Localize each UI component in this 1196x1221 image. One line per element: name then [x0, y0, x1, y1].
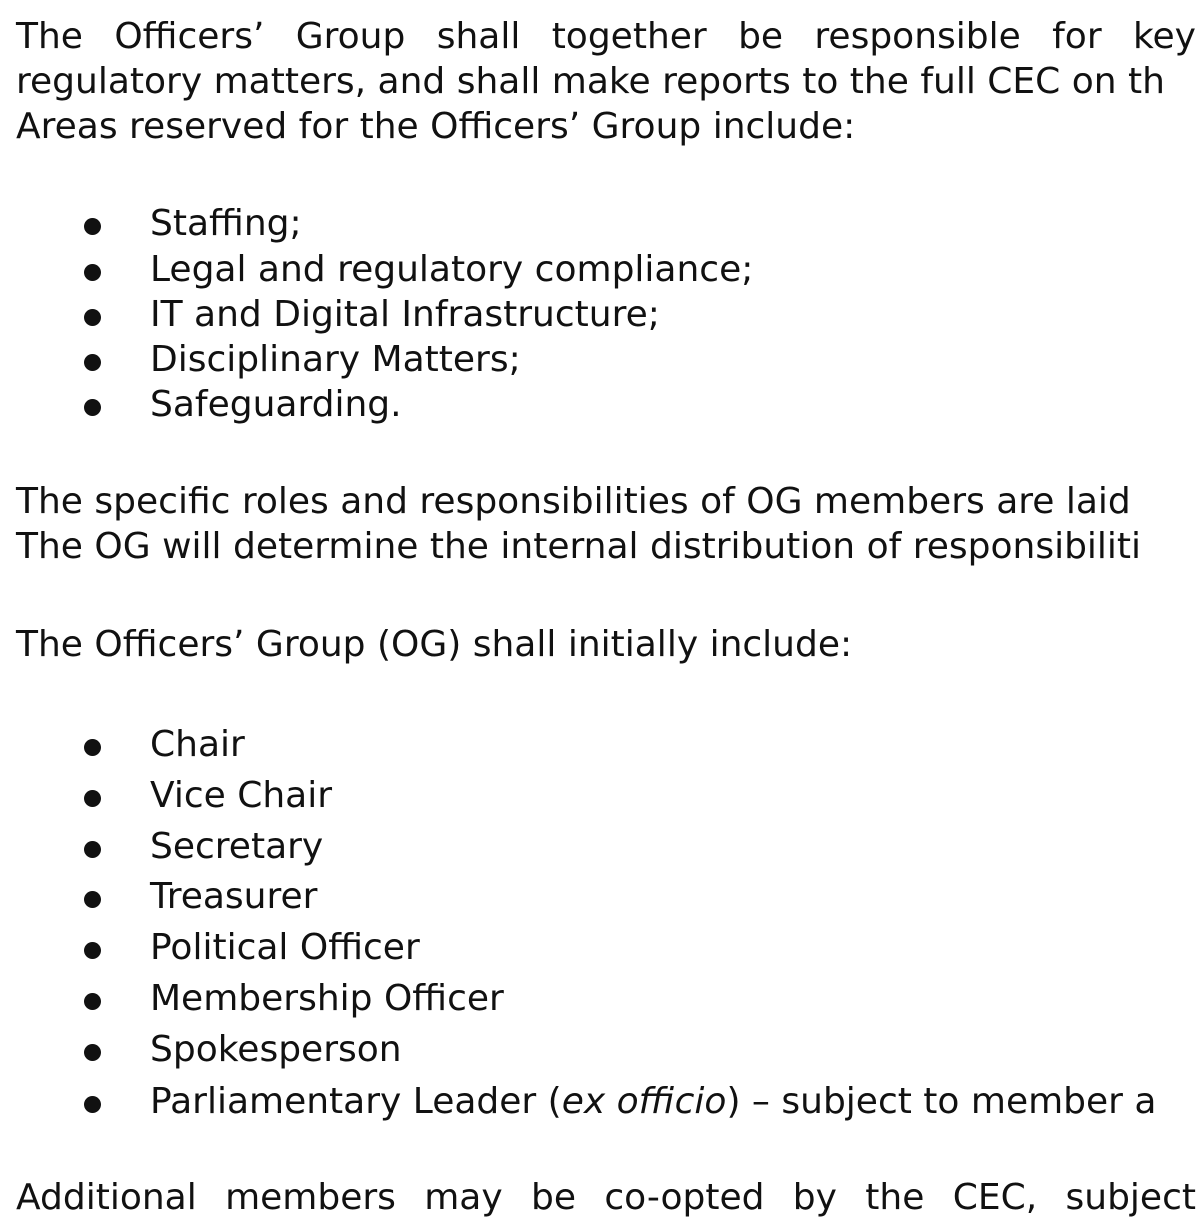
list-item-text-after: ) – subject to member a: [726, 1081, 1157, 1122]
word: by: [792, 1177, 837, 1218]
bullet-icon: [84, 942, 101, 959]
word: members: [225, 1177, 396, 1218]
list-item-text: Chair: [150, 724, 245, 765]
bullet-icon: [84, 309, 101, 326]
list-item-text: Legal and regulatory compliance;: [150, 249, 754, 290]
list-item-text-italic: ex officio: [561, 1081, 727, 1122]
bullet-icon: [84, 790, 101, 807]
paragraph-1-line-1: [16, 14, 1196, 60]
paragraph-1-line-2: regulatory matters, and shall make reports to the full CEC on th: [16, 61, 1165, 102]
paragraph-2-line-1: The specific roles and responsibilities of OG members are laid: [16, 481, 1131, 522]
bullet-icon: [84, 218, 101, 235]
word: shall: [436, 16, 521, 57]
word: co-opted: [604, 1177, 765, 1218]
list-item-text: Political Officer: [150, 927, 420, 968]
word: responsible: [814, 16, 1021, 57]
bullet-icon: [84, 891, 101, 908]
word: the: [865, 1177, 925, 1218]
word: for: [1052, 16, 1102, 57]
word: be: [738, 16, 784, 57]
word: CEC,: [952, 1177, 1038, 1218]
list-item-text: Disciplinary Matters;: [150, 339, 521, 380]
bullet-icon: [84, 1096, 101, 1113]
word: together: [551, 16, 707, 57]
word: be: [531, 1177, 576, 1218]
word: Group: [295, 16, 406, 57]
word: key: [1132, 16, 1196, 57]
bullet-icon: [84, 1044, 101, 1061]
list-item-text: [150, 1079, 1156, 1125]
word: may: [424, 1177, 503, 1218]
list-item-text: IT and Digital Infrastructure;: [150, 294, 660, 335]
bullet-icon: [84, 841, 101, 858]
bullet-icon: [84, 993, 101, 1010]
word: Additional: [16, 1177, 197, 1218]
paragraph-4-line-1: [16, 1175, 1196, 1221]
list-item-text: Secretary: [150, 826, 324, 867]
paragraph-1-line-3: Areas reserved for the Officers’ Group include:: [16, 106, 856, 147]
list-item-text: Membership Officer: [150, 978, 504, 1019]
bullet-icon: [84, 739, 101, 756]
list-item-text: Treasurer: [150, 876, 318, 917]
paragraph-3: The Officers’ Group (OG) shall initially include:: [16, 624, 853, 665]
list-item-text: Spokesperson: [150, 1029, 402, 1070]
paragraph-2-line-2: The OG will determine the internal distribution of responsibiliti: [16, 526, 1142, 567]
word: subject: [1065, 1177, 1196, 1218]
word: Officers’: [114, 16, 265, 57]
list-item-text: Vice Chair: [150, 775, 333, 816]
list-item-text: Safeguarding.: [150, 384, 402, 425]
list-item-text-before: Parliamentary Leader (: [150, 1081, 562, 1122]
bullet-icon: [84, 399, 101, 416]
bullet-icon: [84, 264, 101, 281]
bullet-icon: [84, 354, 101, 371]
list-item-text: Staffing;: [150, 203, 302, 244]
word: The: [16, 16, 83, 57]
